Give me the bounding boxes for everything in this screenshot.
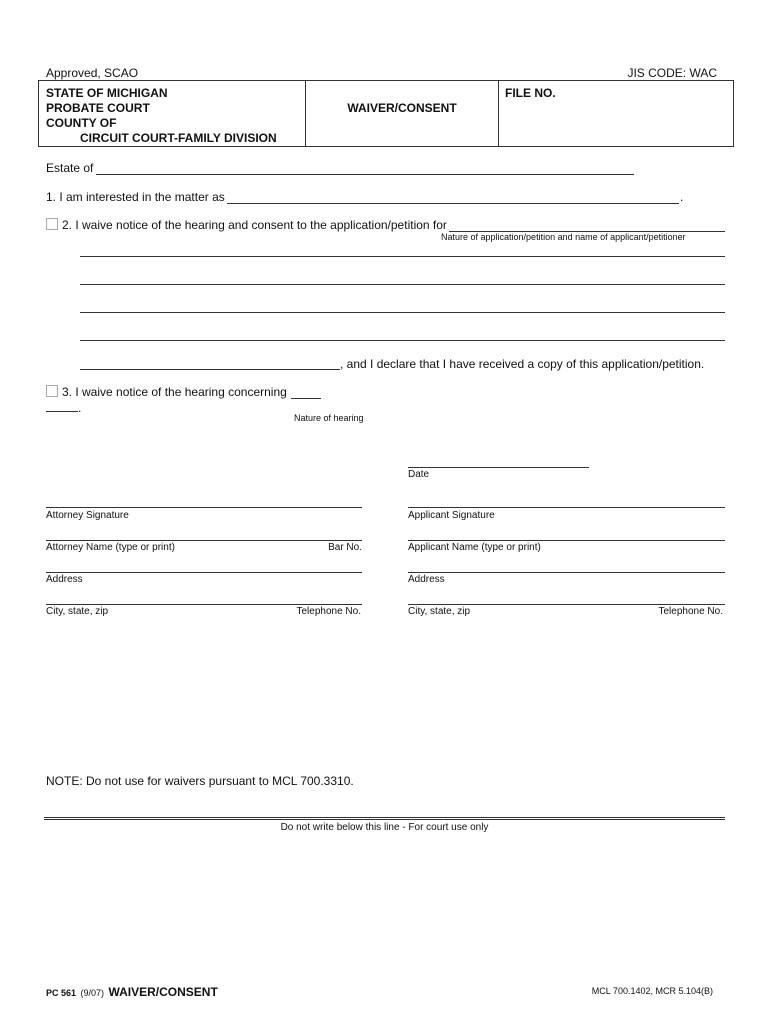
item3-caption: Nature of hearing bbox=[294, 413, 364, 423]
file-no-label: FILE NO. bbox=[505, 86, 556, 100]
footer-title: WAIVER/CONSENT bbox=[108, 985, 218, 999]
estate-of-field[interactable] bbox=[96, 160, 634, 175]
item2-label: 2. I waive notice of the hearing and consent to the application/petition for bbox=[62, 218, 447, 232]
item3-period: . bbox=[78, 401, 82, 415]
application-field[interactable] bbox=[449, 217, 725, 232]
application-line-4[interactable] bbox=[80, 326, 725, 341]
applicant-address-label: Address bbox=[408, 574, 445, 585]
caption-divider-2 bbox=[498, 80, 499, 146]
applicant-city-label: City, state, zip bbox=[408, 606, 471, 617]
attorney-telephone-label: Telephone No. bbox=[296, 606, 361, 617]
court-use-label: Do not write below this line - For court use only bbox=[280, 822, 489, 833]
item2-checkbox[interactable] bbox=[46, 218, 58, 230]
applicant-name-field[interactable] bbox=[408, 526, 725, 541]
item3-checkbox[interactable] bbox=[46, 385, 58, 397]
application-line-1[interactable] bbox=[80, 242, 725, 257]
state-label: STATE OF MICHIGAN bbox=[46, 86, 168, 100]
attorney-city-field[interactable] bbox=[46, 590, 362, 605]
county-of-label: COUNTY OF bbox=[46, 116, 117, 130]
circuit-court-label: CIRCUIT COURT-FAMILY DIVISION bbox=[80, 131, 277, 145]
attorney-city-label: City, state, zip bbox=[46, 606, 109, 617]
application-line-3[interactable] bbox=[80, 298, 725, 313]
court-use-line-1 bbox=[44, 817, 725, 818]
hearing-field-cont[interactable] bbox=[46, 397, 78, 412]
item3-label: 3. I waive notice of the hearing concerning bbox=[62, 385, 287, 399]
attorney-address-field[interactable] bbox=[46, 558, 362, 573]
applicant-name-label: Applicant Name (type or print) bbox=[408, 542, 541, 553]
attorney-name-label: Attorney Name (type or print) bbox=[46, 542, 175, 553]
applicant-signature-label: Applicant Signature bbox=[408, 510, 495, 521]
footer-citation: MCL 700.1402, MCR 5.104(B) bbox=[591, 986, 713, 996]
item2-declaration: , and I declare that I have received a copy of this application/petition. bbox=[340, 357, 705, 371]
attorney-signature-label: Attorney Signature bbox=[46, 510, 129, 521]
court-use-line-2 bbox=[44, 819, 725, 820]
item1-label: 1. I am interested in the matter as bbox=[46, 190, 225, 204]
bar-no-label: Bar No. bbox=[328, 542, 362, 553]
estate-of-label: Estate of bbox=[46, 161, 94, 175]
approved-label: Approved, SCAO bbox=[46, 66, 139, 80]
application-line-5[interactable] bbox=[80, 355, 340, 370]
file-no-field[interactable] bbox=[505, 108, 720, 122]
form-revision: (9/07) bbox=[80, 988, 104, 998]
interest-field[interactable] bbox=[227, 189, 679, 204]
hearing-field[interactable] bbox=[291, 384, 321, 399]
application-line-2[interactable] bbox=[80, 270, 725, 285]
form-title: WAIVER/CONSENT bbox=[347, 101, 457, 115]
form-number: PC 561 bbox=[46, 988, 77, 998]
applicant-signature-field[interactable] bbox=[408, 493, 725, 508]
applicant-telephone-label: Telephone No. bbox=[658, 606, 723, 617]
attorney-name-field[interactable] bbox=[46, 526, 362, 541]
attorney-signature-field[interactable] bbox=[46, 493, 362, 508]
date-label: Date bbox=[408, 469, 430, 480]
applicant-city-field[interactable] bbox=[408, 590, 725, 605]
item1-period: . bbox=[680, 190, 684, 204]
applicant-address-field[interactable] bbox=[408, 558, 725, 573]
item2-caption: Nature of application/petition and name of applicant/petitioner bbox=[441, 232, 686, 242]
jis-code-label: JIS CODE: WAC bbox=[627, 66, 717, 80]
note-text: NOTE: Do not use for waivers pursuant to MCL 700.3310. bbox=[46, 774, 354, 788]
probate-court-label: PROBATE COURT bbox=[46, 101, 150, 115]
footer-form-id bbox=[46, 983, 218, 1001]
date-field[interactable] bbox=[408, 453, 589, 468]
attorney-address-label: Address bbox=[46, 574, 83, 585]
